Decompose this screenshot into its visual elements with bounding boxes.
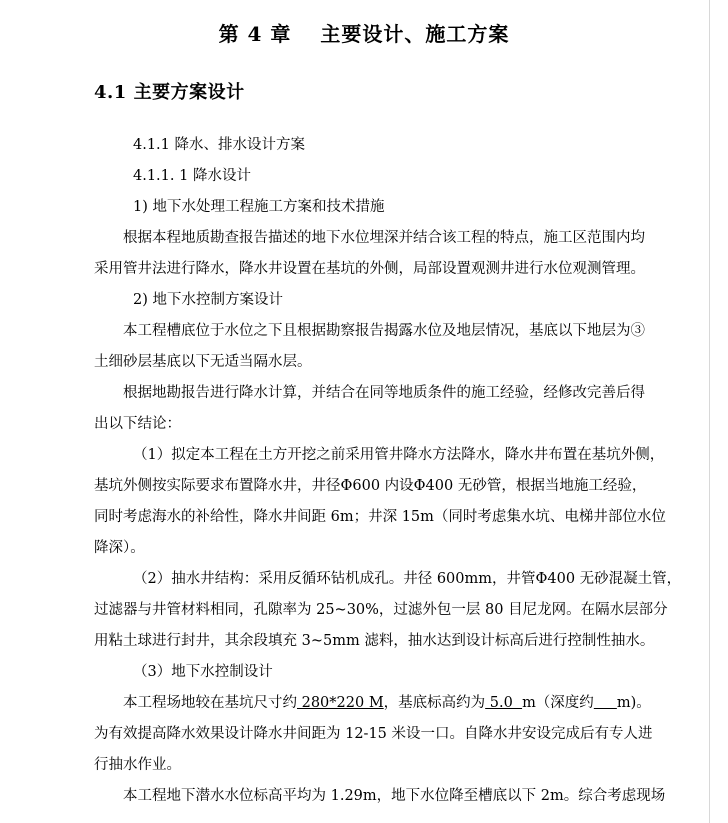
list-item: 1) 地下水处理工程施工方案和技术措施	[133, 199, 385, 215]
underlined-dimension: 280*220 M	[297, 695, 384, 711]
underlined-elevation: 5.0	[485, 695, 523, 711]
paragraph-line: 本工程槽底位于水位之下且根据勘察报告揭露水位及地层情况，基底以下地层为③	[123, 323, 645, 339]
paragraph-line: 降深）。	[94, 540, 145, 556]
chapter-title: 第 4 章 主要设计、施工方案	[218, 22, 510, 46]
subsection-heading: 4.1.1 降水、排水设计方案	[133, 137, 306, 153]
blank-depth-field	[594, 695, 617, 711]
subsubsection-heading: 4.1.1. 1 降水设计	[133, 168, 251, 184]
text-run: 本工程场地较在基坑尺寸约	[123, 695, 297, 711]
text-run: ，基底标高约为	[383, 695, 486, 711]
paragraph-line: 为有效提高降水效果设计降水井间距为 12-15 米设一口。自降水井安设完成后有专人进	[94, 726, 653, 742]
list-item: 2) 地下水控制方案设计	[133, 292, 283, 308]
paragraph-line: 基坑外侧按实际要求布置降水井，井径Φ600 内设Φ400 无砂管，根据当地施工经验，	[94, 478, 647, 494]
paragraph-line: 行抽水作业。	[94, 757, 181, 773]
paragraph-line: 出以下结论：	[94, 416, 181, 432]
paragraph-line: 采用管井法进行降水，降水井设置在基坑的外侧，局部设置观测井进行水位观测管理。	[94, 261, 645, 277]
text-run: m)。	[616, 695, 651, 711]
paragraph-line: （2）抽水井结构：采用反循环钻机成孔。井径 600mm，井管Φ400 无砂混凝土管，	[133, 571, 682, 587]
paragraph-line	[123, 693, 651, 713]
paragraph-line: 根据地勘报告进行降水计算，并结合在同等地质条件的施工经验，经修改完善后得	[123, 385, 645, 401]
paragraph-line: 同时考虑海水的补给性，降水井间距 6m；井深 15m（同时考虑集水坑、电梯井部位水位	[94, 509, 666, 525]
page-edge-divider	[709, 0, 710, 823]
paragraph-line: 土细砂层基底以下无适当隔水层。	[94, 354, 312, 370]
paragraph-line: 根据本程地质勘查报告描述的地下水位埋深并结合该工程的特点，施工区范围内均	[123, 230, 645, 246]
paragraph-line: 本工程地下潜水水位标高平均为 1.29m，地下水位降至槽底以下 2m。综合考虑现场	[123, 788, 666, 804]
text-run: m（深度约	[522, 695, 594, 711]
paragraph-line: （1）拟定本工程在土方开挖之前采用管井降水方法降水，降水井布置在基坑外侧，	[133, 447, 665, 463]
section-title: 4.1 主要方案设计	[94, 82, 245, 103]
paragraph-line: 过滤器与井管材料相同，孔隙率为 25~30%，过滤外包一层 80 目尼龙网。在隔水层部分	[94, 602, 668, 618]
paragraph-line: 用粘土球进行封井，其余段填充 3~5mm 滤料，抽水达到设计标高后进行控制性抽水。	[94, 633, 655, 649]
list-item: （3）地下水控制设计	[133, 664, 273, 680]
